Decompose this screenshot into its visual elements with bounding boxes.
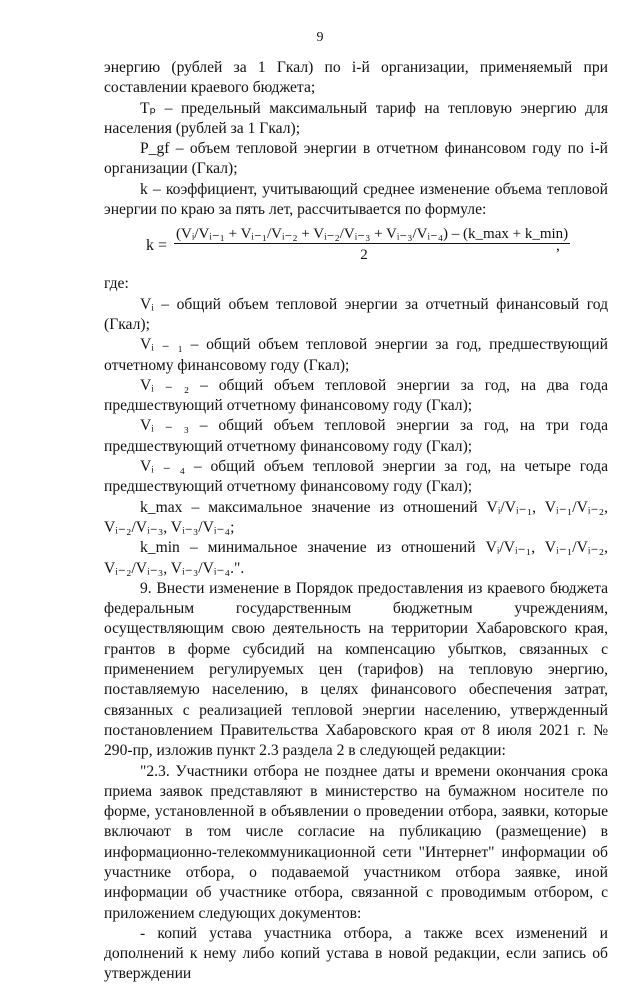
paragraph: "2.3. Участники отбора не позднее даты и времени окончания срока приема заявок представляют в министерство на бумажном носителе по форме, установленной в объявлении о проведении отбора, заявки, которые включают в том числе согласие на публикацию (размещение) в информационно-телекоммуникационной сети "Интернет" информации об участнике отбора, о подаваемой участником отбора заявке, иной информации об участнике отбора, связанной с проводимым отбором, с приложением следующих документов: — [104, 762, 608, 922]
page-number: 9 — [316, 30, 324, 45]
paragraph: Vᵢ ₋ ₂ – общий объем тепловой энергии за год, на два года предшествующий отчетному финансовому году (Гкал); — [104, 376, 608, 415]
paragraph: энергию (рублей за 1 Гкал) по i-й организации, применяемый при составлении краевого бюджета; — [104, 59, 608, 97]
formula-denominator: 2 — [360, 246, 368, 263]
document-body — [104, 58, 608, 985]
formula — [104, 224, 608, 268]
paragraph: Vᵢ – общий объем тепловой энергии за отчетный финансовый год (Гкал); — [104, 295, 608, 333]
formula-trail: , — [556, 237, 560, 255]
paragraph: k_min – минимальное значение из отношений Vᵢ/Vᵢ₋₁, Vᵢ₋₁/Vᵢ₋₂, Vᵢ₋₂/Vᵢ₋₃, Vᵢ₋₃/Vᵢ₋₄.". — [104, 539, 608, 577]
formula-numerator: (Vᵢ/Vᵢ₋₁ + Vᵢ₋₁/Vᵢ₋₂ + Vᵢ₋₂/Vᵢ₋₃ + Vᵢ₋₃/Vᵢ₋₄) – (k_max + k_min) — [176, 226, 569, 243]
paragraph: - копий устава участника отбора, а также всех изменений и дополнений к нему либо копий устава в новой редакции, если запись об утверждении — [104, 924, 608, 983]
formula-fraction — [174, 224, 569, 265]
paragraph: Vᵢ ₋ ₃ – общий объем тепловой энергии за год, на три года предшествующий отчетному финансовому году (Гкал); — [104, 417, 608, 455]
paragraph: P_gf – объем тепловой энергии в отчетном финансовом году по i-й организации (Гкал); — [104, 140, 608, 178]
paragraph: 9. Внести изменение в Порядок предоставления из краевого бюджета федеральным государственным бюджетным учреждениям, осуществляющим свою деятельность на территории Хабаровского края, грантов в форме субсидий на компенсацию убытков, связанных с применением регулируемых цен (тарифов) на тепловую энергию, поставляемую населению, в целях финансового обеспечения затрат, связанных с реализацией тепловой энергии населению, утвержденный постановлением Правительства Хабаровского края от 8 июля 2021 г. № 290-пр, изложив пункт 2.3 раздела 2 в следующей редакции: — [104, 579, 608, 760]
paragraph: где: — [104, 275, 129, 293]
paragraph: Tₚ – предельный максимальный тариф на тепловую энергию для населения (рублей за 1 Гкал); — [104, 99, 608, 137]
paragraph: k_max – максимальное значение из отношений Vᵢ/Vᵢ₋₁, Vᵢ₋₁/Vᵢ₋₂, Vᵢ₋₂/Vᵢ₋₃, Vᵢ₋₃/Vᵢ₋₄; — [104, 498, 608, 536]
paragraph: Vᵢ ₋ ₄ – общий объем тепловой энергии за год, на четыре года предшествующий отчетному финансовому году (Гкал); — [104, 458, 608, 496]
formula-lhs: k = — [146, 237, 168, 255]
paragraph: Vᵢ ₋ ₁ – общий объем тепловой энергии за год, предшествующий отчетному финансовому году (Гкал); — [104, 336, 608, 374]
paragraph: k – коэффициент, учитывающий среднее изменение объема тепловой энергии по краю за пять лет, рассчитывается по формуле: — [104, 180, 608, 219]
